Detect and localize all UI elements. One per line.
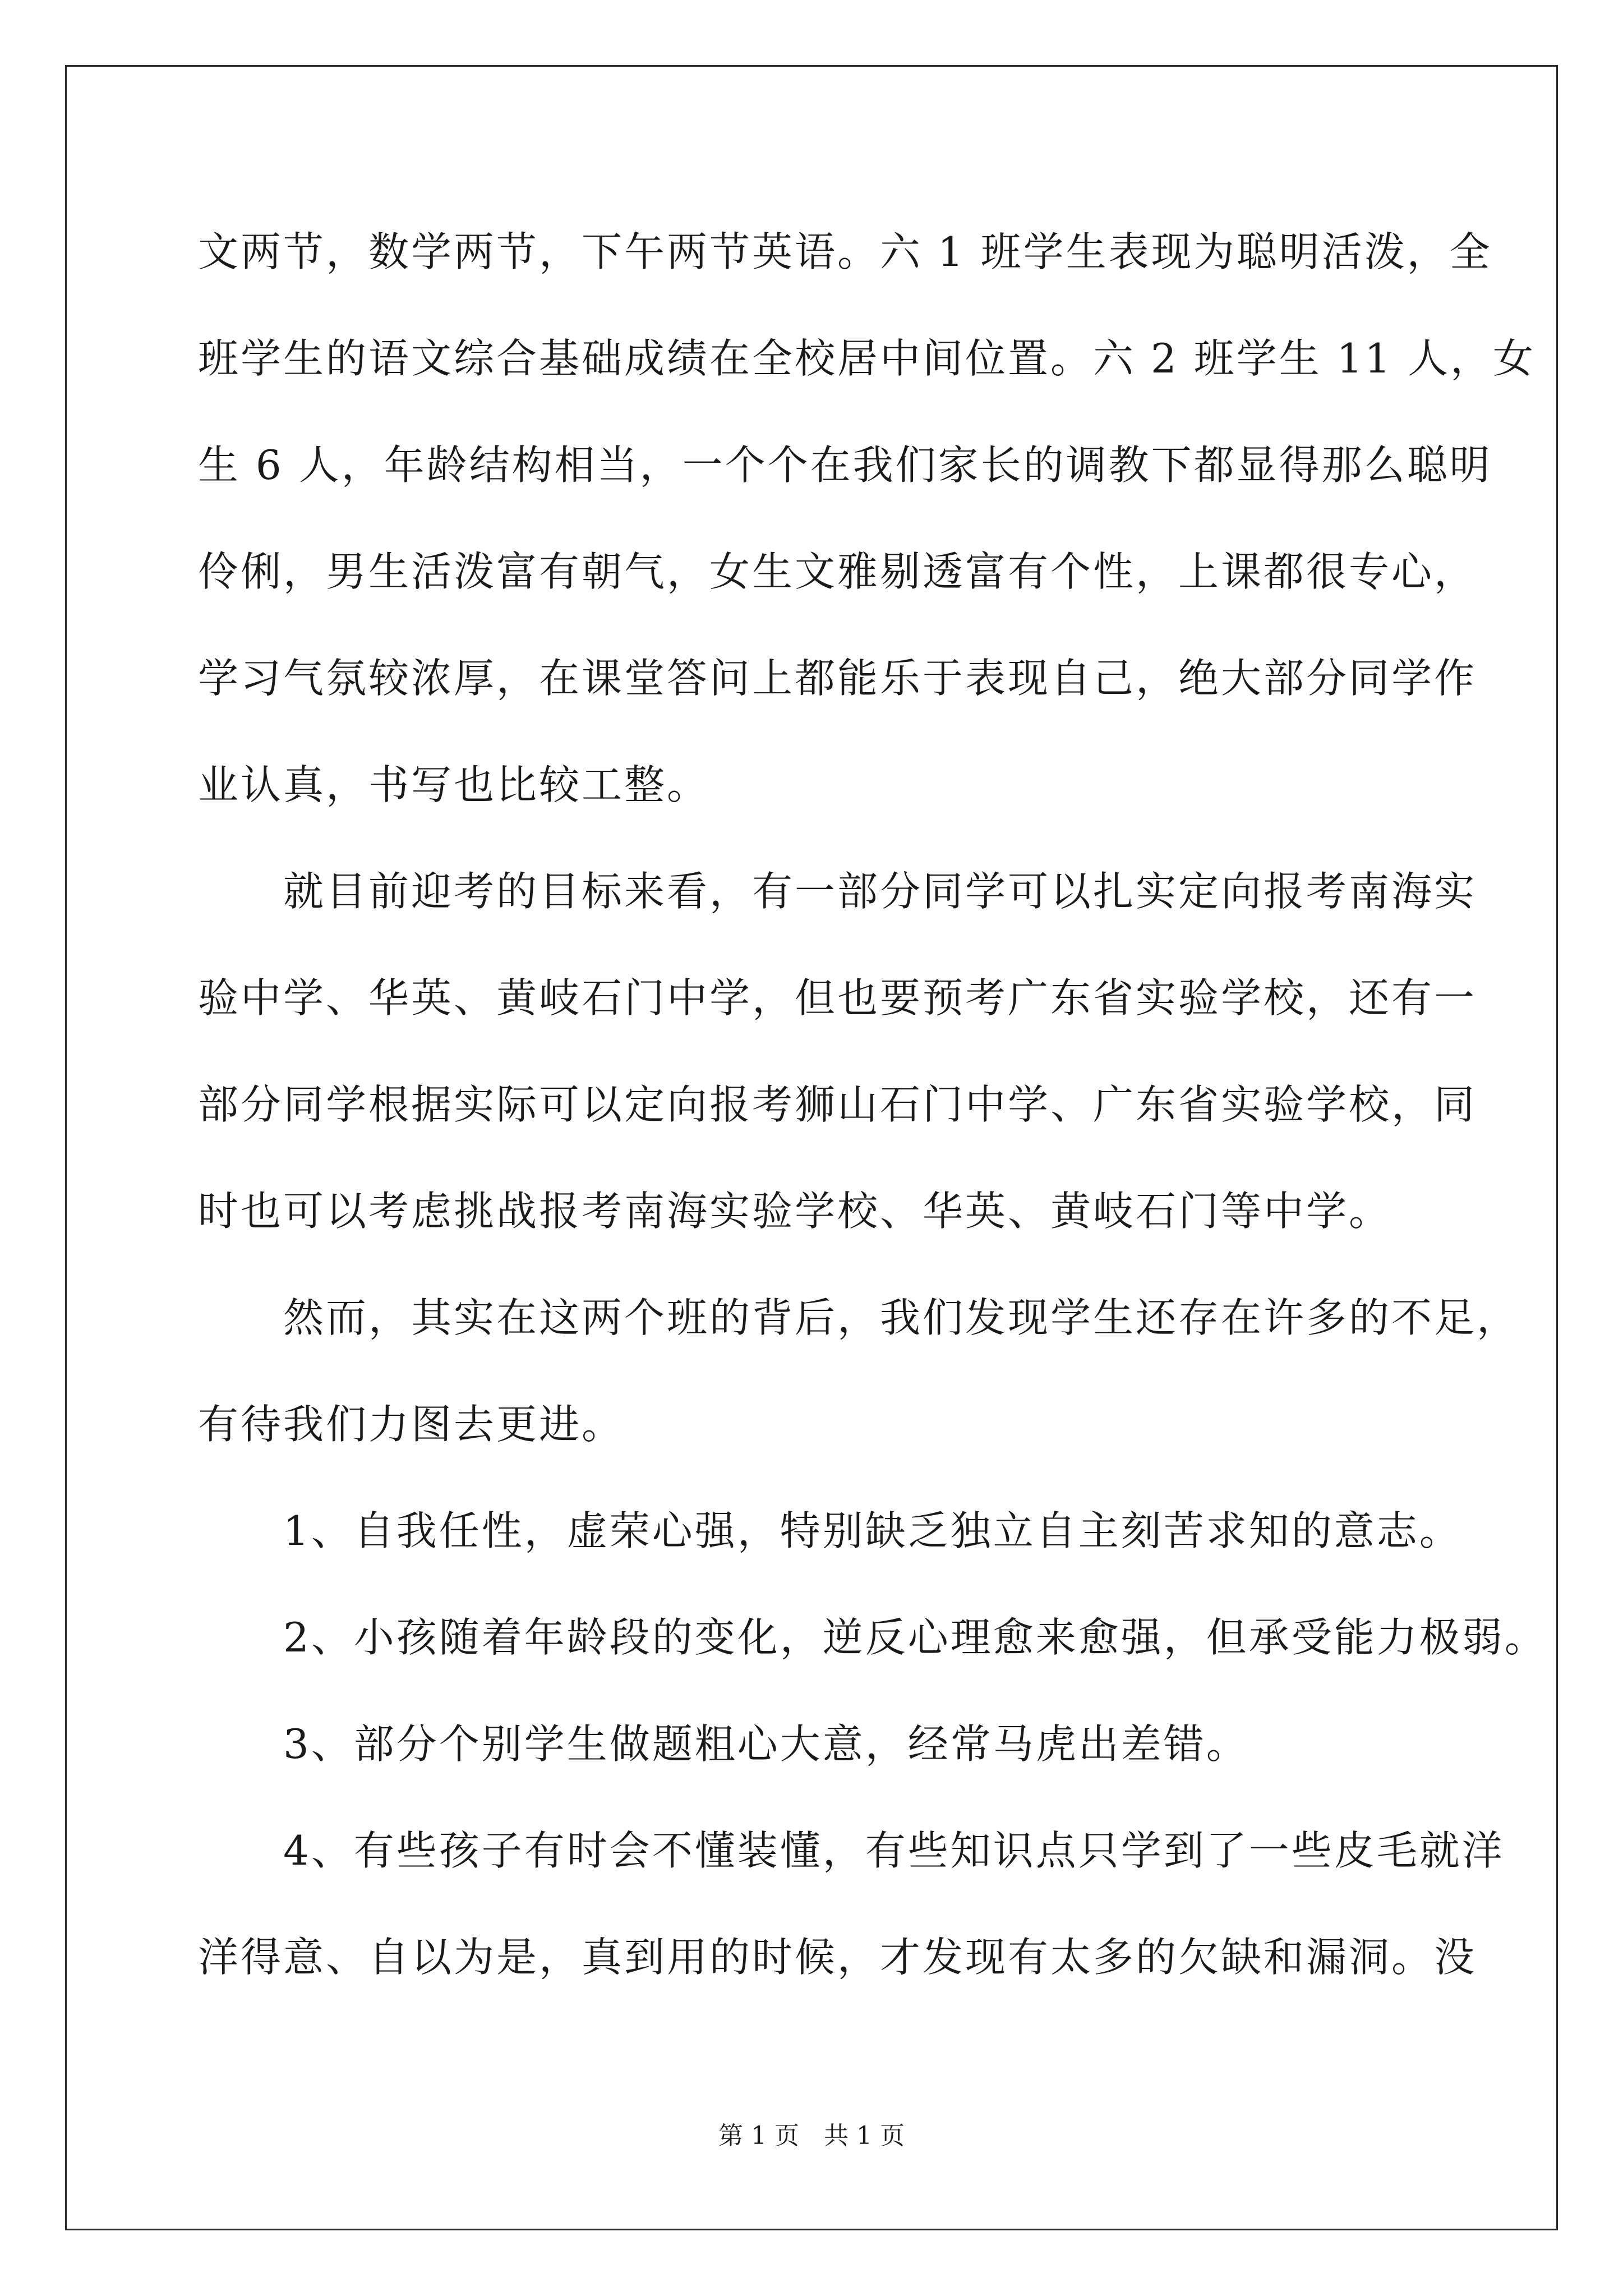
text-line: 4、有些孩子有时会不懂装懂，有些知识点只学到了一些皮毛就洋 bbox=[198, 1827, 1505, 1874]
text-line: 洋得意、自以为是，真到用的时候，才发现有太多的欠缺和漏洞。没 bbox=[198, 1934, 1477, 1981]
text-line: 时也可以考虑挑战报考南海实验学校、华英、黄岐石门等中学。 bbox=[198, 1188, 1392, 1235]
text-line: 业认真，书写也比较工整。 bbox=[198, 761, 710, 808]
text-line: 然而，其实在这两个班的背后，我们发现学生还存在许多的不足， bbox=[198, 1294, 1520, 1341]
text-line: 3、部分个别学生做题粗心大意，经常马虎出差错。 bbox=[198, 1720, 1249, 1768]
text-line: 学习气氛较浓厚，在课堂答问上都能乐于表现自己，绝大部分同学作 bbox=[198, 655, 1477, 702]
page-number-footer: 第 1 页 共 1 页 bbox=[718, 2122, 905, 2150]
text-line: 部分同学根据实际可以定向报考狮山石门中学、广东省实验学校，同 bbox=[198, 1081, 1477, 1128]
text-line: 有待我们力图去更进。 bbox=[198, 1401, 625, 1448]
page-border bbox=[65, 65, 1558, 2230]
text-line: 伶俐，男生活泼富有朝气，女生文雅剔透富有个性，上课都很专心， bbox=[198, 548, 1477, 595]
text-line: 2、小孩随着年龄段的变化，逆反心理愈来愈强，但承受能力极弱。 bbox=[198, 1614, 1547, 1661]
text-line: 验中学、华英、黄岐石门中学，但也要预考广东省实验学校，还有一 bbox=[198, 974, 1477, 1022]
text-line: 生 6 人，年龄结构相当，一个个在我们家长的调教下都显得那么聪明 bbox=[198, 441, 1492, 489]
text-line: 文两节，数学两节，下午两节英语。六 1 班学生表现为聪明活泼，全 bbox=[198, 228, 1492, 275]
text-line: 班学生的语文综合基础成绩在全校居中间位置。六 2 班学生 11 人，女 bbox=[198, 335, 1536, 382]
text-line: 1、自我任性，虚荣心强，特别缺乏独立自主刻苦求知的意志。 bbox=[198, 1507, 1462, 1554]
text-line: 就目前迎考的目标来看，有一部分同学可以扎实定向报考南海实 bbox=[198, 868, 1477, 915]
